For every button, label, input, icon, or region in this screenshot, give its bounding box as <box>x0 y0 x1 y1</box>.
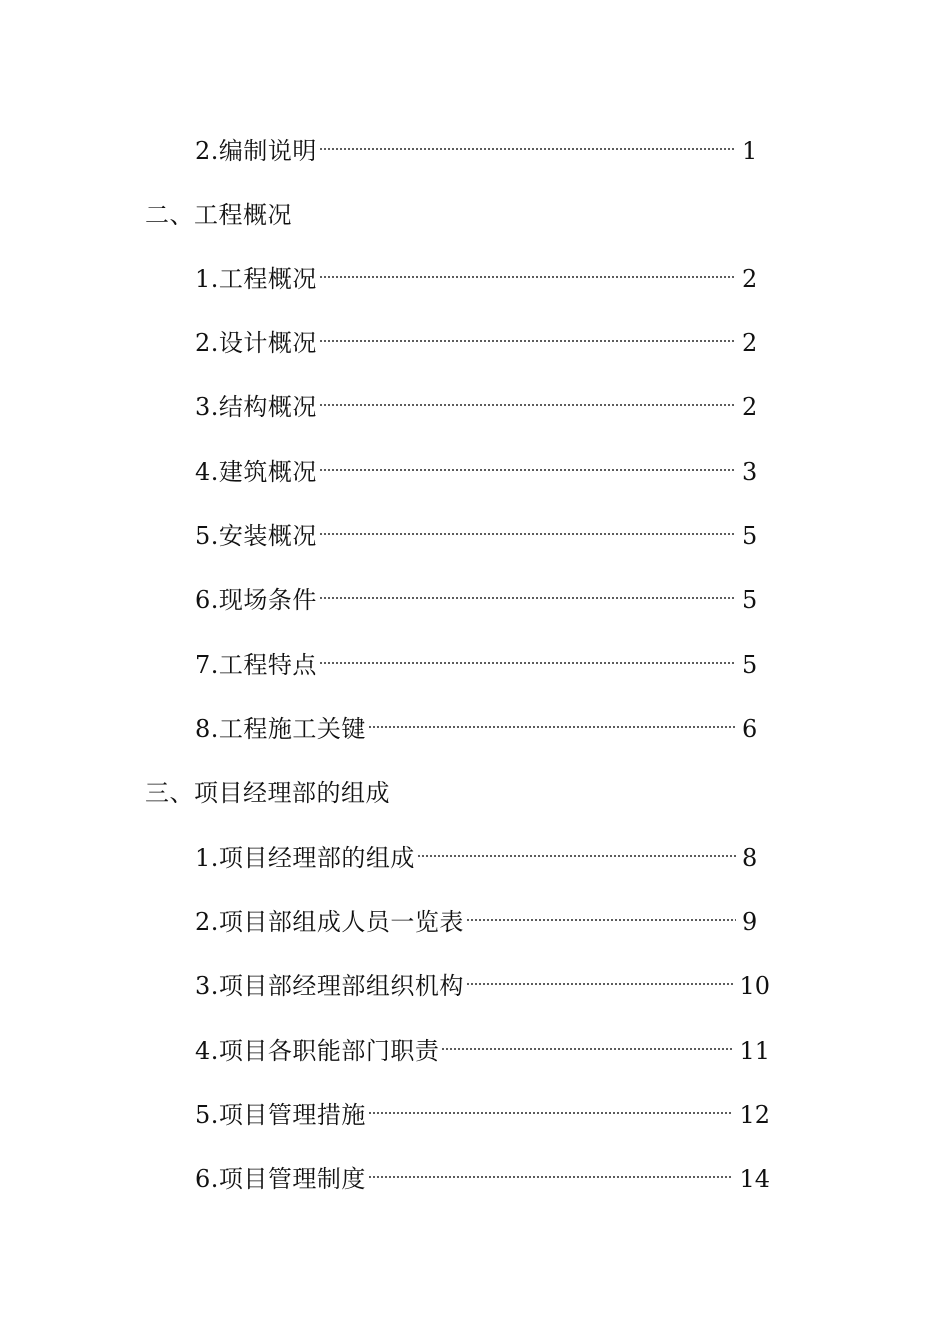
dot-leader <box>368 726 736 728</box>
dot-leader <box>441 1048 733 1050</box>
toc-page-number: 5 <box>742 651 758 679</box>
toc-item-label: 5.项目管理措施 <box>195 1101 366 1129</box>
section-title: 二、工程概况 <box>145 201 292 229</box>
toc-page-number: 12 <box>739 1101 770 1129</box>
dot-leader <box>319 148 736 150</box>
toc-item <box>195 645 770 685</box>
toc-item-label: 8.工程施工关键 <box>195 715 366 743</box>
dot-leader <box>368 1112 734 1114</box>
toc-page-number: 1 <box>742 137 758 165</box>
toc-item <box>195 709 770 749</box>
dot-leader <box>319 533 736 535</box>
dot-leader <box>319 469 736 471</box>
toc-item-label: 3.结构概况 <box>195 393 317 421</box>
dot-leader <box>466 919 736 921</box>
toc-item-label: 4.项目各职能部门职责 <box>195 1037 440 1065</box>
toc-item-label: 5.安装概况 <box>195 522 317 550</box>
toc-item <box>195 516 770 556</box>
toc-page-number: 14 <box>739 1165 770 1193</box>
toc-section-heading <box>145 195 745 235</box>
toc-item-label: 2.编制说明 <box>195 137 317 165</box>
toc-item <box>195 1095 770 1135</box>
toc-page-number: 5 <box>742 586 758 614</box>
toc-page-number: 5 <box>742 522 758 550</box>
dot-leader <box>368 1176 734 1178</box>
toc-page-number: 10 <box>739 972 770 1000</box>
toc-item-label: 3.项目部经理部组织机构 <box>195 972 464 1000</box>
toc-item-label: 7.工程特点 <box>195 651 317 679</box>
section-title: 三、项目经理部的组成 <box>145 779 390 807</box>
toc-page-number: 2 <box>742 393 758 421</box>
toc-item-label: 1.项目经理部的组成 <box>195 844 415 872</box>
toc-item-label: 6.现场条件 <box>195 586 317 614</box>
toc-page-number: 2 <box>742 265 758 293</box>
dot-leader <box>466 983 734 985</box>
toc-item-label: 2.设计概况 <box>195 329 317 357</box>
toc-item <box>195 966 770 1006</box>
dot-leader <box>319 276 736 278</box>
toc-item-label: 6.项目管理制度 <box>195 1165 366 1193</box>
toc-page-number: 11 <box>739 1037 770 1065</box>
toc-page-number: 2 <box>742 329 758 357</box>
toc-item <box>195 323 770 363</box>
toc-page-number: 9 <box>742 908 758 936</box>
toc-item <box>195 580 770 620</box>
toc-section-heading <box>145 773 745 813</box>
dot-leader <box>319 340 736 342</box>
toc-item <box>195 452 770 492</box>
toc-item-label: 4.建筑概况 <box>195 458 317 486</box>
toc-item <box>195 259 770 299</box>
toc-item <box>195 838 770 878</box>
toc-item <box>195 131 770 171</box>
toc-item-label: 2.项目部组成人员一览表 <box>195 908 464 936</box>
toc-item <box>195 902 770 942</box>
toc-page-number: 3 <box>742 458 758 486</box>
toc-item <box>195 1031 770 1071</box>
toc-item <box>195 1159 770 1199</box>
toc-item <box>195 387 770 427</box>
dot-leader <box>319 662 736 664</box>
toc-item-label: 1.工程概况 <box>195 265 317 293</box>
dot-leader <box>417 855 736 857</box>
dot-leader <box>319 404 736 406</box>
dot-leader <box>319 597 736 599</box>
toc-page-number: 8 <box>742 844 758 872</box>
toc-page-number: 6 <box>742 715 758 743</box>
